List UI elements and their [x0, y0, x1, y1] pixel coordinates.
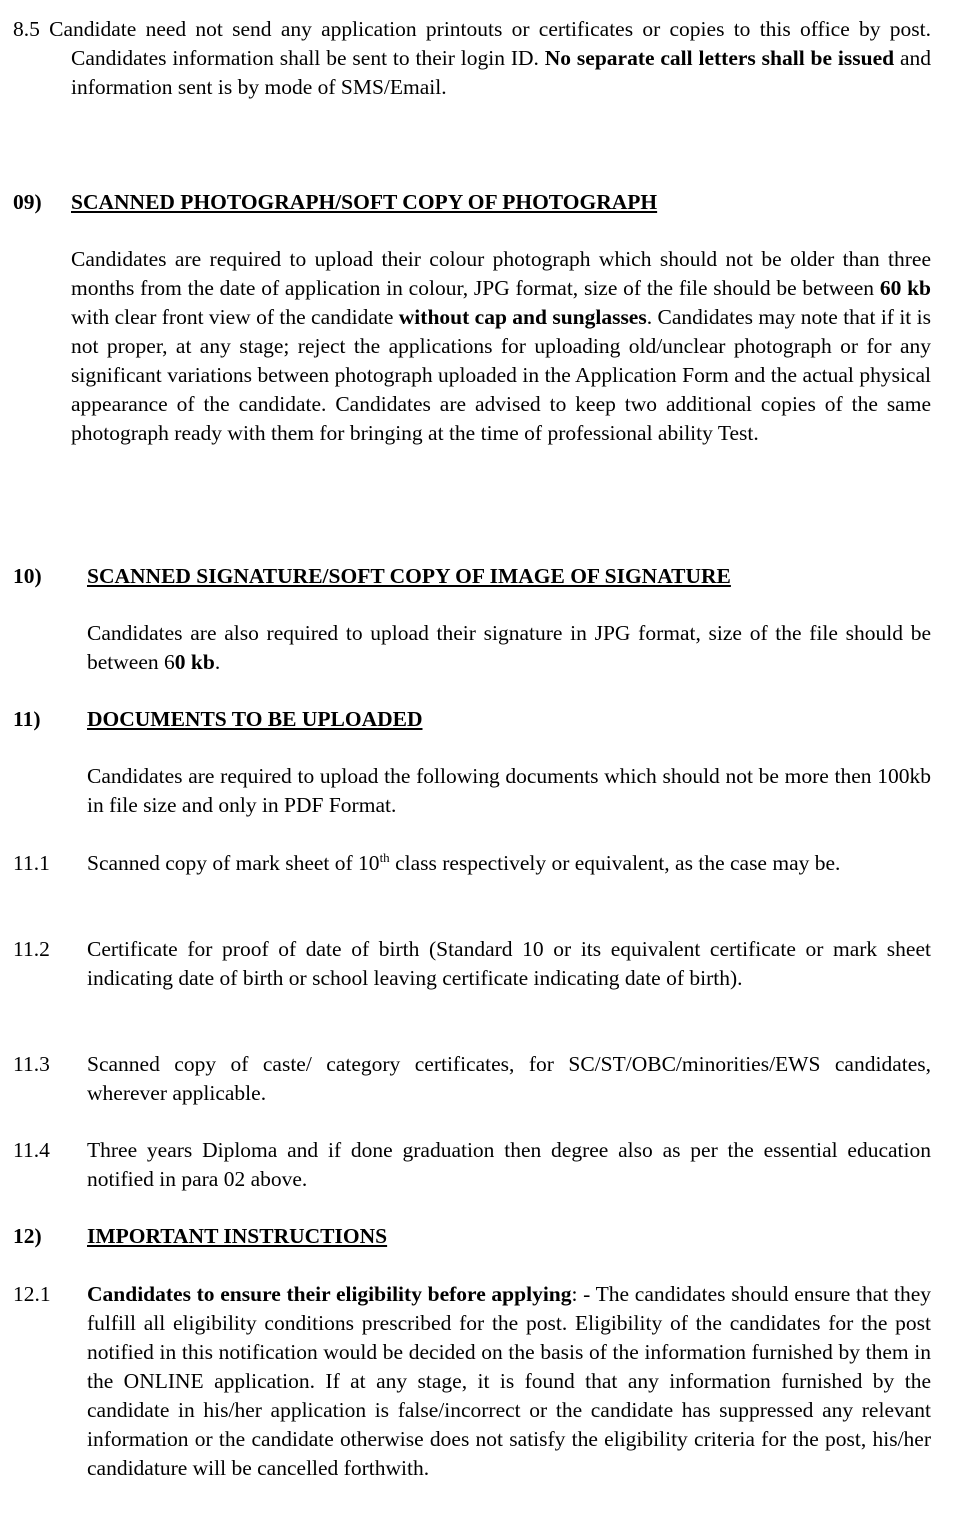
item-11-3-text: Scanned copy of caste/ category certificates, for SC/ST/OBC/minorities/EWS candidates, wherever applicable. — [87, 1052, 931, 1105]
section-12-number: 12) — [13, 1224, 42, 1248]
section-09-heading: SCANNED PHOTOGRAPH/SOFT COPY OF PHOTOGRAPH — [71, 190, 658, 214]
para-8-5-text-2: and information sent is by mode of SMS/Email. — [71, 46, 931, 99]
item-11-4-number: 11.4 — [13, 1138, 50, 1162]
para-8-5-text-1: Candidate need not send any application printouts or certificates or copies to this office by post. Candidates information shall be sent to their login ID. — [49, 17, 931, 70]
item-12-1-body: : - The candidates should ensure that they fulfill all eligibility conditions prescribed for the post. Eligibility of the candidates for the post notified in this notification would be decided on the basis of the information furnished by them in the ONLINE application. If at any stage, it is found that any information furnished by the candidate in his/her application is false/incorrect or the candidate has suppressed any relevant information or the candidate otherwise does not satisfy the eligibility criteria for the post, his/her candidature will be cancelled forthwith. — [87, 1282, 931, 1480]
section-09-text-1: Candidates are required to upload their colour photograph which should not be older than three months from the date of application in colour, JPG format, size of the file should be between — [71, 247, 931, 300]
item-11-1-text-a: Scanned copy of mark sheet of 10 — [87, 851, 380, 875]
item-12-1-bold: Candidates to ensure their eligibility before applying — [87, 1282, 572, 1306]
section-09-text-2: with clear front view of the candidate — [71, 305, 399, 329]
section-11-heading: DOCUMENTS TO BE UPLOADED — [87, 707, 423, 731]
para-8-5-number: 8.5 — [13, 17, 40, 41]
section-12-heading: IMPORTANT INSTRUCTIONS — [87, 1224, 388, 1248]
section-09-bold-2: without cap and sunglasses — [398, 305, 647, 329]
item-11-1-superscript: th — [379, 850, 390, 865]
section-10-body — [87, 619, 931, 677]
section-09-bold-1: 60 kb — [879, 276, 931, 300]
item-12-1-text — [87, 1280, 931, 1483]
section-11-intro: Candidates are required to upload the following documents which should not be more then 100kb in file size and only in PDF Format. — [87, 764, 931, 817]
item-11-1-text — [87, 849, 931, 878]
section-10-text-1: Candidates are also required to upload their signature in JPG format, size of the file should be between 6 — [87, 621, 931, 674]
item-11-1-text-b: class respectively or equivalent, as the case may be. — [389, 851, 841, 875]
para-8-5 — [13, 15, 931, 102]
section-11-number: 11) — [13, 707, 41, 731]
section-10-bold: 0 kb — [174, 650, 215, 674]
item-11-3-number: 11.3 — [13, 1052, 50, 1076]
item-11-4-text: Three years Diploma and if done graduation then degree also as per the essential education notified in para 02 above. — [87, 1138, 931, 1191]
item-12-1-number: 12.1 — [13, 1282, 51, 1306]
section-10-heading: SCANNED SIGNATURE/SOFT COPY OF IMAGE OF SIGNATURE — [87, 564, 731, 588]
section-10-text-2: . — [214, 650, 221, 674]
section-10-number: 10) — [13, 564, 42, 588]
item-11-1-number: 11.1 — [13, 851, 50, 875]
section-09-body — [71, 245, 931, 448]
para-8-5-bold: No separate call letters shall be issued — [544, 46, 895, 70]
section-09-text-3: . Candidates may note that if it is not proper, at any stage; reject the applications for uploading old/unclear photograph or for any significant variations between photograph uploaded in the Application Form and the actual physical appearance of the candidate. Candidates are advised to keep two additional copies of the same photograph ready with them for bringing at the time of professional ability Test. — [71, 305, 931, 445]
item-11-2-number: 11.2 — [13, 937, 50, 961]
item-11-2-text: Certificate for proof of date of birth (Standard 10 or its equivalent certificate or mark sheet indicating date of birth or school leaving certificate indicating date of birth). — [87, 937, 931, 990]
section-09-number: 09) — [13, 190, 42, 214]
